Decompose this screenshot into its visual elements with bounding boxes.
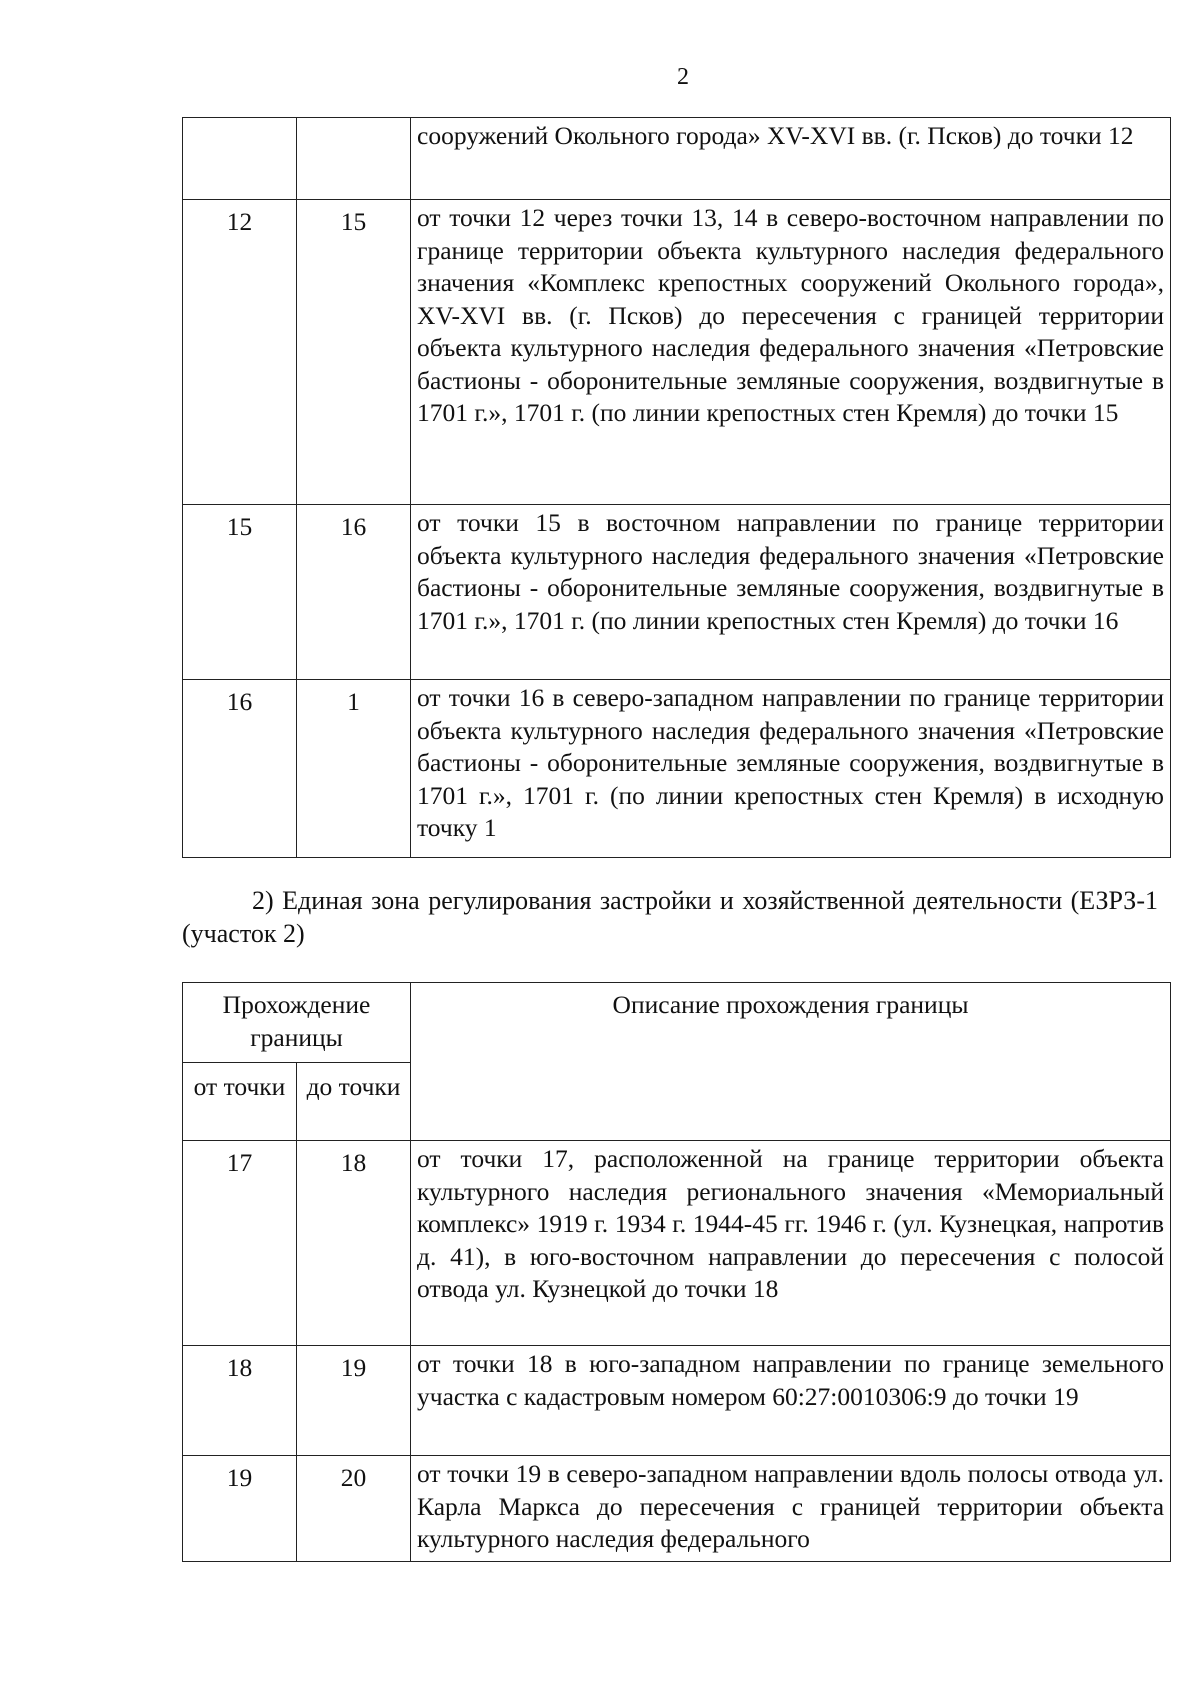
description-cell: от точки 12 через точки 13, 14 в северо-восточном направлении по границе территории объекта культурного наследия федерального значения «Комплекс крепостных сооружений Окольного города», XV-XVI вв. (г. Псков) до пересечения с границей территории объекта культурного наследия федерального значения «Петровские бастионы - оборонительные земляные сооружения, воздвигнутые в 1701 г.», 1701 г. (по линии крепостных стен Кремля) до точки 15 [411,200,1171,505]
description-cell: от точки 19 в северо-западном направлении вдоль полосы отвода ул. Карла Маркса до пересечения с границей территории объекта культурного наследия федерального [411,1456,1171,1562]
boundary-table-zone-2 [182,982,1171,1562]
description-cell: от точки 15 в восточном направлении по границе территории объекта культурного наследия федерального значения «Петровские бастионы - оборонительные земляные сооружения, воздвигнутые в 1701 г.», 1701 г. (по линии крепостных стен Кремля) до точки 16 [411,505,1171,680]
description-cell: от точки 16 в северо-западном направлении по границе территории объекта культурного наследия федерального значения «Петровские бастионы - оборонительные земляные сооружения, воздвигнутые в 1701 г.», 1701 г. (по линии крепостных стен Кремля) в исходную точку 1 [411,680,1171,858]
from-point-header: от точки [183,1063,297,1141]
table-row [183,1456,1171,1562]
to-point-cell: 16 [297,505,411,680]
to-point-header: до точки [297,1063,411,1141]
from-point-cell: 19 [183,1456,297,1562]
to-point-cell: 15 [297,200,411,505]
from-point-cell: 17 [183,1141,297,1346]
table-header-row [183,983,1171,1063]
table-row [183,680,1171,858]
from-point-cell: 18 [183,1346,297,1456]
from-point-cell: 12 [183,200,297,505]
from-point-cell [183,118,297,200]
from-point-cell: 16 [183,680,297,858]
to-point-cell: 19 [297,1346,411,1456]
to-point-cell [297,118,411,200]
to-point-cell: 20 [297,1456,411,1562]
to-point-cell: 18 [297,1141,411,1346]
description-cell: сооружений Окольного города» XV-XVI вв. (г. Псков) до точки 12 [411,118,1171,200]
description-cell: от точки 17, расположенной на границе территории объекта культурного наследия регионального значения «Мемориальный комплекс» 1919 г. 1934 г. 1944-45 гг. 1946 г. (ул. Кузнецкая, напротив д. 41), в юго-восточном направлении до пересечения с полосой отвода ул. Кузнецкой до точки 18 [411,1141,1171,1346]
table-row [183,200,1171,505]
table-row [183,1141,1171,1346]
passage-header: Прохождение границы [183,983,411,1063]
section-heading: 2) Единая зона регулирования застройки и хозяйственной деятельности (ЕЗРЗ-1 (участок 2) [182,886,1158,948]
to-point-cell: 1 [297,680,411,858]
from-point-cell: 15 [183,505,297,680]
description-header: Описание прохождения границы [411,983,1171,1141]
description-cell: от точки 18 в юго-западном направлении по границе земельного участка с кадастровым номером 60:27:0010306:9 до точки 19 [411,1346,1171,1456]
page-number: 2 [677,64,689,90]
table-row [183,118,1171,200]
boundary-table-zone-1 [182,117,1171,858]
table-row [183,505,1171,680]
table-row [183,1346,1171,1456]
